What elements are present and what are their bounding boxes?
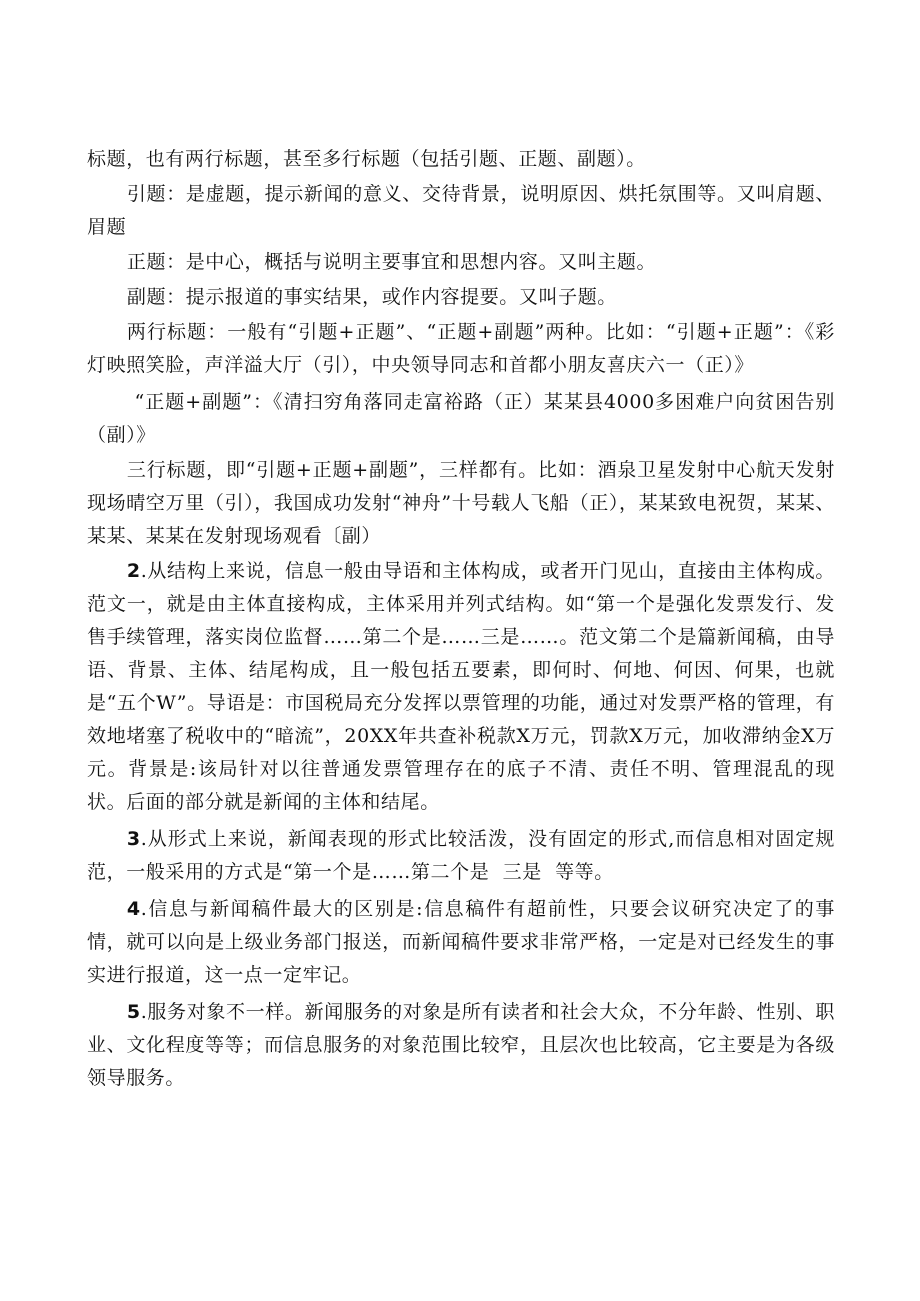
- paragraph-text: 正题：是中心，概括与说明主要事宜和思想内容。又叫主题。: [126, 251, 657, 273]
- paragraph-text: 三行标题，即“引题+正题+副题”，三样都有。比如：酒泉卫星发射中心航天发射现场晴空万里（引），我国成功发射“神舟”十号载人飞船（正），某某致电祝贺，某某、某某、某某在发射现场观看〔副）: [87, 459, 835, 547]
- paragraph-point-2: [87, 555, 835, 819]
- list-number: 5: [126, 1001, 141, 1023]
- paragraph-two-line-example: [87, 386, 835, 452]
- paragraph-yinti: [87, 178, 835, 244]
- paragraph-text: 副题：提示报道的事实结果，或作内容提要。又叫子题。: [126, 286, 617, 308]
- paragraph-point-3: [87, 823, 835, 889]
- list-number: 4: [126, 898, 141, 920]
- paragraph-two-line-titles: [87, 316, 835, 382]
- paragraph-text: 引题：是虚题，提示新闻的意义、交待背景，说明原因、烘托氛围等。又叫肩题、眉题: [87, 183, 835, 238]
- document-body: [87, 143, 835, 1095]
- paragraph-title-types: [87, 143, 835, 176]
- paragraph-text: .从形式上来说，新闻表现的形式比较活泼，没有固定的形式,而信息相对固定规范，一般采用的方式是“第一个是……第二个是 三是 等等。: [87, 828, 835, 883]
- paragraph-point-4: [87, 893, 835, 992]
- paragraph-three-line-titles: [87, 454, 835, 553]
- list-number: 2: [126, 560, 141, 582]
- paragraph-text: .从结构上来说，信息一般由导语和主体构成，或者开门见山，直接由主体构成。范文一，就是由主体直接构成，主体采用并列式结构。如“第一个是强化发票发行、发售手续管理，落实岗位监督……第二个是……三是……。范文第二个是篇新闻稿，由导语、背景、主体、结尾构成，且一般包括五要素，即何时、何地、何因、何果，也就是“五个W”。导语是：市国税局充分发挥以票管理的功能，通过对发票严格的管理，有效地堵塞了税收中的“暗流”，20XX年共查补税款X万元，罚款X万元，加收滞纳金X万元。背景是:该局针对以往普通发票管理存在的底子不清、责任不明、管理混乱的现状。后面的部分就是新闻的主体和结尾。: [87, 560, 835, 813]
- list-number: 3: [126, 828, 141, 850]
- paragraph-futi: [87, 281, 835, 314]
- paragraph-text: .服务对象不一样。新闻服务的对象是所有读者和社会大众，不分年龄、性别、职业、文化程度等等；而信息服务的对象范围比较窄，且层次也比较高，它主要是为各级领导服务。: [87, 1001, 835, 1089]
- paragraph-point-5: [87, 996, 835, 1095]
- paragraph-text: 标题，也有两行标题，甚至多行标题（包括引题、正题、副题）。: [87, 148, 646, 170]
- paragraph-zhengti: [87, 246, 835, 279]
- paragraph-text: “正题+副题”：《清扫穷角落同走富裕路（正）某某县4000多困难户向贫困告别（副）》: [87, 391, 835, 446]
- paragraph-text: .信息与新闻稿件最大的区别是:信息稿件有超前性，只要会议研究决定了的事情，就可以向是上级业务部门报送，而新闻稿件要求非常严格，一定是对已经发生的事实进行报道，这一点一定牢记。: [87, 898, 835, 986]
- paragraph-text: 两行标题：一般有“引题+正题”、“正题+副题”两种。比如：“引题+正题”：《彩灯映照笑脸，声洋溢大厅（引），中央领导同志和首都小朋友喜庆六一（正）》: [87, 321, 835, 376]
